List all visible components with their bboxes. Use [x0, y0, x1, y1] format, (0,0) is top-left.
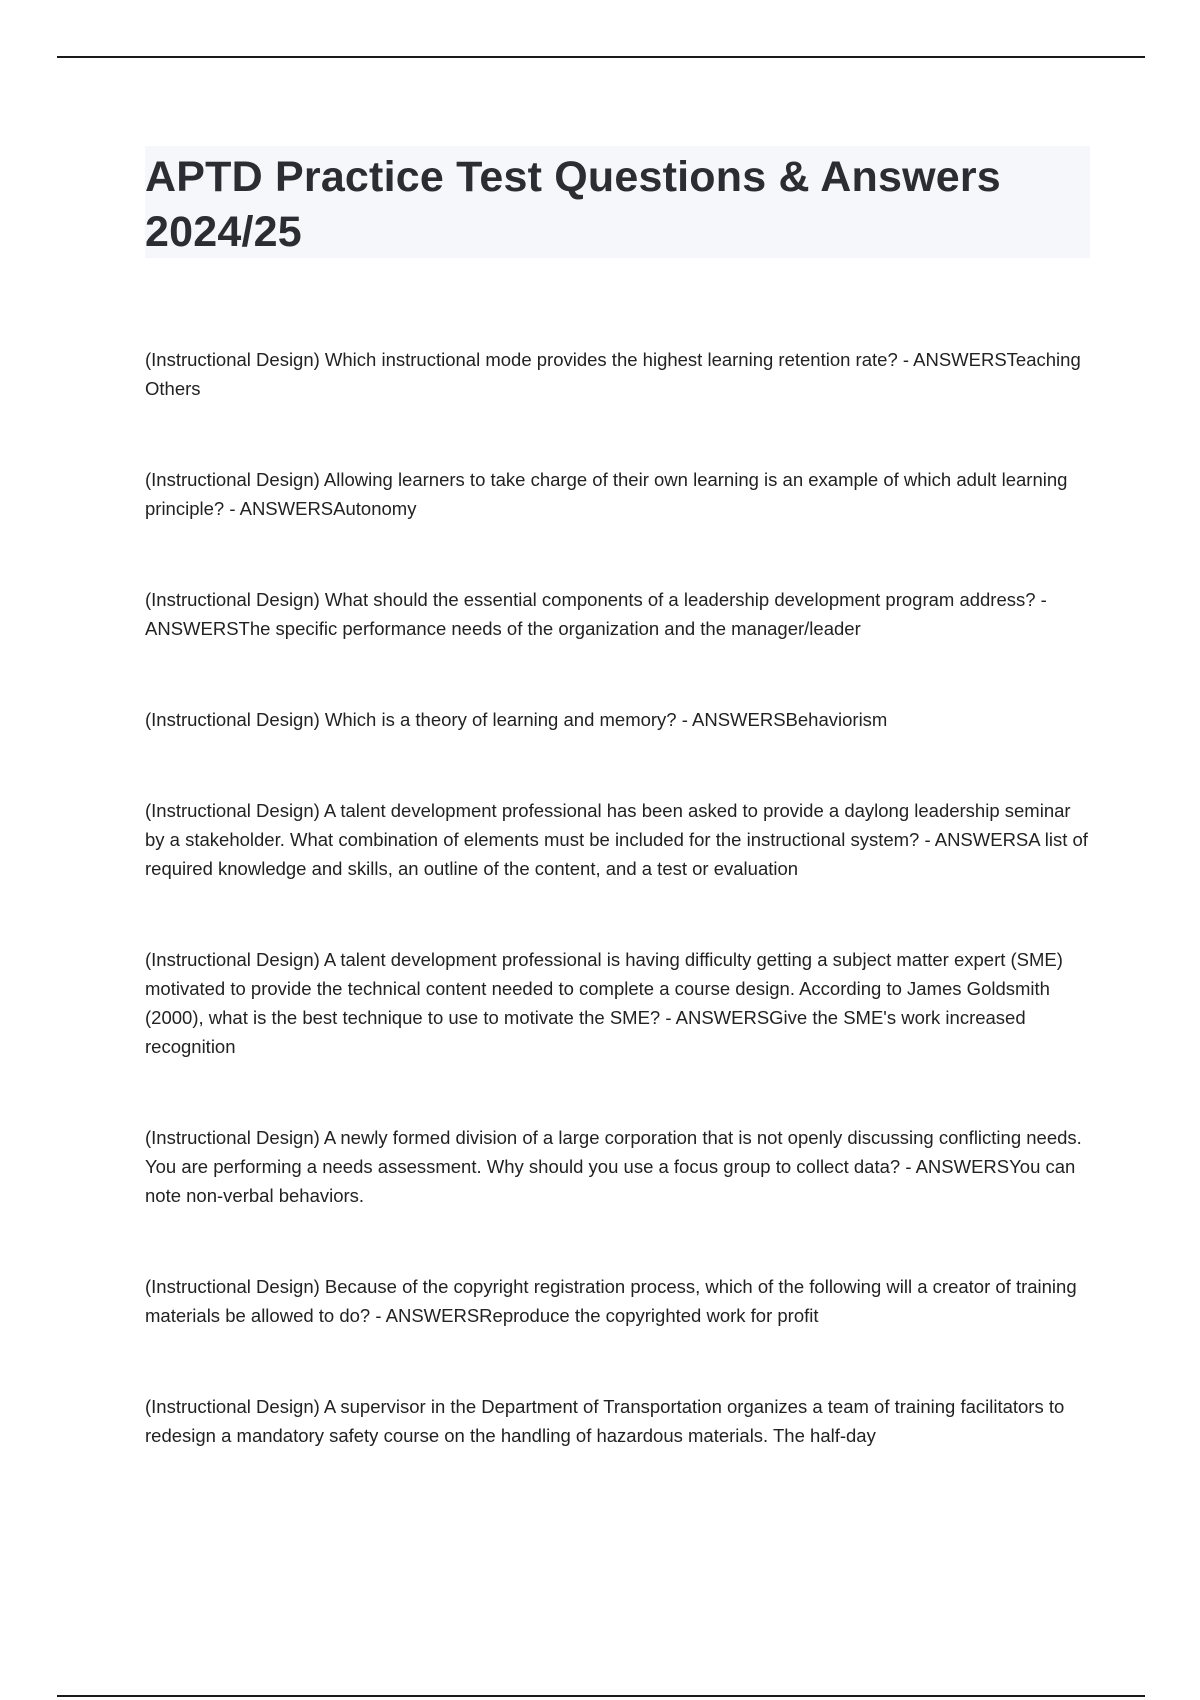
qa-item: (Instructional Design) A talent development professional has been asked to provide a daylong leadership seminar by a stakeholder. What combination of elements must be included for the instructional system? - ANSWERSA list of required knowledge and skills, an outline of the content, and a test or evaluation: [145, 800, 1088, 879]
qa-item: (Instructional Design) What should the essential components of a leadership development program address? - ANSWERSThe specific performance needs of the organization and the manager/leader: [145, 589, 1047, 639]
qa-item: (Instructional Design) A supervisor in the Department of Transportation organizes a team of training facilitators to redesign a mandatory safety course on the handling of hazardous materials. The half-day: [145, 1396, 1065, 1446]
qa-list: [145, 345, 1090, 1450]
top-rule: [57, 56, 1145, 58]
qa-item: (Instructional Design) Allowing learners to take charge of their own learning is an example of which adult learning principle? - ANSWERSAutonomy: [145, 469, 1068, 519]
qa-item: (Instructional Design) Because of the copyright registration process, which of the following will a creator of training materials be allowed to do? - ANSWERSReproduce the copyrighted work for profit: [145, 1276, 1077, 1326]
title-block: [145, 146, 1090, 258]
qa-item: (Instructional Design) Which instructional mode provides the highest learning retention rate? - ANSWERSTeaching Others: [145, 349, 1081, 399]
qa-item: (Instructional Design) Which is a theory of learning and memory? - ANSWERSBehaviorism: [145, 709, 888, 730]
page-title: APTD Practice Test Questions & Answers 2024/25: [145, 153, 1001, 256]
qa-item: (Instructional Design) A newly formed division of a large corporation that is not openly discussing conflicting needs. You are performing a needs assessment. Why should you use a focus group to collect data? - ANSWERSYou can note non-verbal behaviors.: [145, 1127, 1082, 1206]
qa-item: (Instructional Design) A talent development professional is having difficulty getting a subject matter expert (SME) motivated to provide the technical content needed to complete a course design. According to James Goldsmith (2000), what is the best technique to use to motivate the SME? - ANSWERSGive the SME's work increased recognition: [145, 949, 1063, 1057]
bottom-rule: [57, 1695, 1145, 1697]
